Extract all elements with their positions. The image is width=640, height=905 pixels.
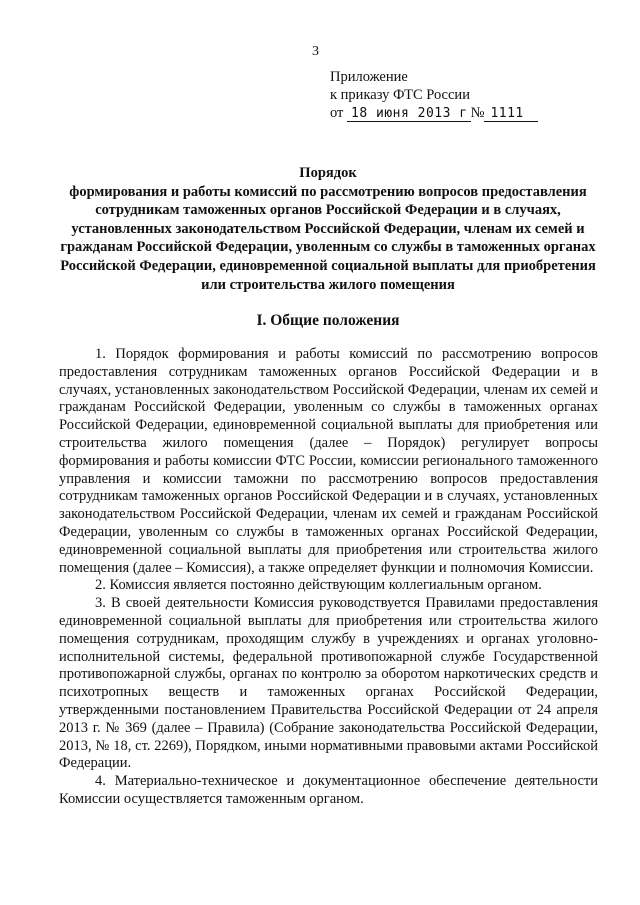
paragraph-3: 3. В своей деятельности Комиссия руководствуется Правилами предоставления единовременной социальной выплаты для приобретения или строительства жилого помещения сотрудникам, проходящим службу в учреждениях и органах уголовно-исполнительной системы, федеральной противопожарной службе Государственной противопожарной службы, органах по контролю за оборотом наркотических средств и психотропных веществ и таможенных органах Российской Федерации, утвержденными постановлением Правительства Российской Федерации от 24 апреля 2013 г. № 369 (далее – Правила) (Собрание законодательства Российской Федерации, 2013, № 18, ст. 2269), Порядком, иными нормативными правовыми актами Российской Федерации. xyxy=(59,595,598,772)
appendix-block xyxy=(330,68,538,122)
title-subtitle: формирования и работы комиссий по рассмотрению вопросов предоставления сотрудникам таможенных органов Российской Федерации и в случаях, установленных законодательством Российской Федерации, членам их семей и гражданам Российской Федерации, уволенным со службы в таможенных органах Российской Федерации, единовременной социальной выплаты для приобретения или строительства жилого помещения xyxy=(60,183,596,293)
title-heading: Порядок xyxy=(299,165,357,181)
appendix-order-ref: к приказу ФТС России xyxy=(330,87,470,103)
page-number: 3 xyxy=(312,44,319,59)
paragraph-4: 4. Материально-техническое и документационное обеспечение деятельности Комиссии осуществляется таможенным органом. xyxy=(59,773,598,807)
paragraph-2: 2. Комиссия является постоянно действующим коллегиальным органом. xyxy=(95,577,542,594)
order-date: 18 июня 2013 г xyxy=(347,106,471,122)
body-text xyxy=(59,346,598,809)
paragraph-1: 1. Порядок формирования и работы комиссий по рассмотрению вопросов предоставления сотрудникам таможенных органов Российской Федерации и в случаях, установленных законодательством Российской Федерации, членам их семей и гражданам Российской Федерации, уволенным со службы в таможенных органах Российской Федерации, единовременной социальной выплаты для приобретения или строительства жилого помещения (далее – Порядок) регулирует вопросы формирования и работы комиссии ФТС России, комиссии регионального таможенного управления и комиссии таможни по рассмотрению вопросов предоставления сотрудникам таможенных органов Российской Федерации и в случаях, установленных законодательством Российской Федерации, членам их семей и гражданам Российской Федерации, уволенным со службы в таможенных органах Российской Федерации, единовременной социальной выплаты для приобретения или строительства жилого помещения (далее – Комиссия), а также определяет функции и полномочия Комиссии. xyxy=(59,346,598,576)
number-label: № xyxy=(470,105,485,121)
appendix-date-line xyxy=(330,104,538,122)
date-prefix: от xyxy=(330,105,344,121)
section-heading: I. Общие положения xyxy=(256,312,400,329)
order-number: 1111 xyxy=(484,106,537,122)
appendix-title: Приложение xyxy=(330,69,408,85)
document-title xyxy=(50,164,606,294)
